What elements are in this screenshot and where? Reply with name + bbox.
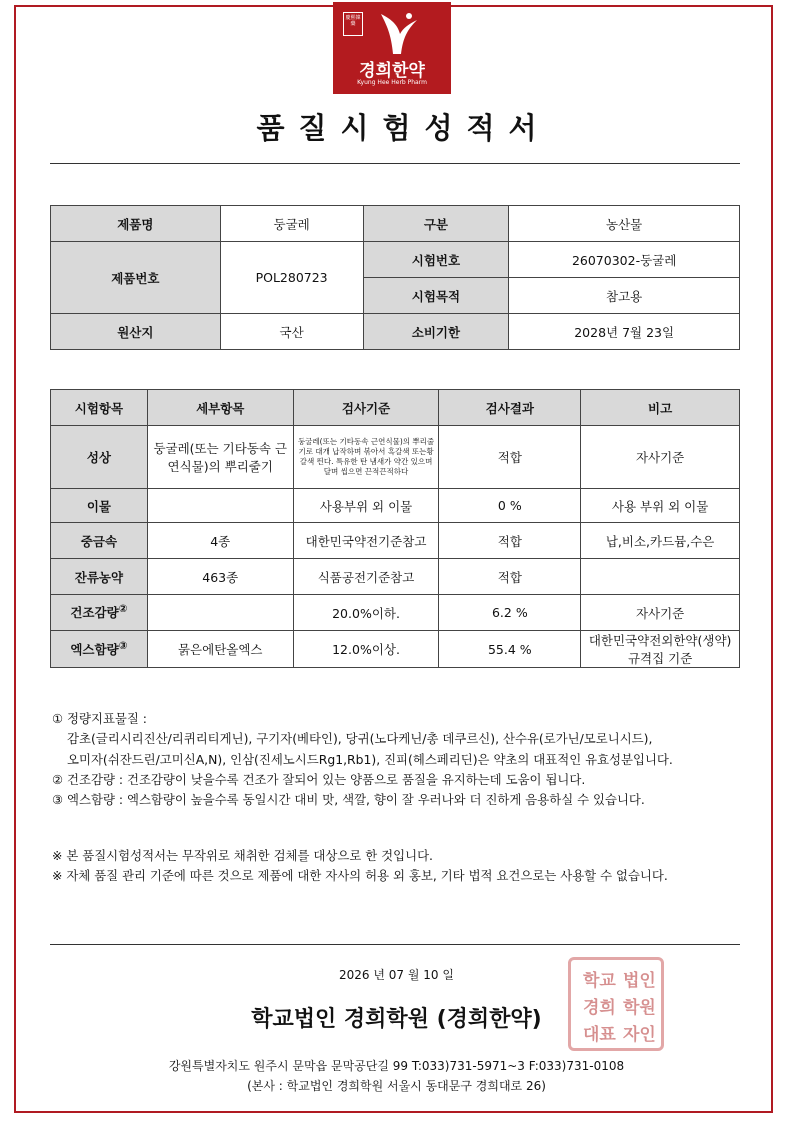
issuer-name: 학교법인 경희학원 (경희한약) [251, 1007, 542, 1032]
row-item: 엑스함량③ [51, 631, 148, 668]
header-result: 검사결과 [439, 390, 581, 426]
row-detail [147, 595, 293, 631]
table-row [51, 523, 740, 559]
row-note: 자사기준 [581, 426, 740, 489]
header-standard: 검사기준 [293, 390, 439, 426]
row-note: 자사기준 [581, 595, 740, 631]
row-note: 대한민국약전외한약(생약) 규격집 기준 [581, 631, 740, 668]
row-standard: 대한민국약전기준참고 [293, 523, 439, 559]
expiry-label: 소비기한 [363, 314, 509, 350]
warning-line: ※ 자체 품질 관리 기준에 따른 것으로 제품에 대한 자사의 허용 외 홍보, 기타 법적 요건으로는 사용할 수 없습니다. [52, 868, 668, 884]
test-no-label: 시험번호 [363, 242, 509, 278]
row-item: 성상 [51, 426, 148, 489]
note-line: ③ 엑스함량 : 엑스함량이 높을수록 동일시간 대비 맛, 색깔, 향이 잘 우러나와 더 진하게 음용하실 수 있습니다. [52, 792, 645, 808]
row-result: 적합 [439, 559, 581, 595]
row-detail: 4종 [147, 523, 293, 559]
row-result: 적합 [439, 426, 581, 489]
address: 강원특별자치도 원주시 문막읍 문막공단길 99 T:033)731-5971~3 F:033)731-0108 [168, 1059, 625, 1073]
official-stamp: 학교 법인 경희 학원 대표 자인 [568, 957, 664, 1051]
logo-brand: 경희한약 [359, 61, 425, 81]
origin-value: 국산 [220, 314, 363, 350]
header-test-item: 시험항목 [51, 390, 148, 426]
row-item: 중금속 [51, 523, 148, 559]
table-row [51, 489, 740, 523]
row-result: 6.2 % [439, 595, 581, 631]
table-row [51, 631, 740, 668]
table-row [51, 595, 740, 631]
row-standard: 식품공전기준참고 [293, 559, 439, 595]
document-title: 품질시험성적서 [256, 111, 551, 145]
product-name-value: 둥굴레 [220, 206, 363, 242]
header-note: 비고 [581, 390, 740, 426]
header-detail: 세부항목 [147, 390, 293, 426]
row-item: 잔류농약 [51, 559, 148, 595]
test-results-table [50, 389, 740, 668]
row-detail: 463종 [147, 559, 293, 595]
note-line: ① 정량지표물질 : [52, 711, 147, 726]
note-line: 오미자(쉬잔드린/고미신A,N), 인삼(진세노시드Rg1,Rb1), 진피(헤스페리딘)은 약초의 대표적인 유효성분입니다. [67, 751, 673, 767]
row-result: 적합 [439, 523, 581, 559]
table-row [51, 426, 740, 489]
warnings-section [52, 846, 668, 887]
expiry-value: 2028년 7월 23일 [509, 314, 740, 350]
row-standard: 12.0%이상. [293, 631, 439, 668]
logo-brand-en: Kyung Hee Herb Pharm [357, 79, 427, 86]
head-office: (본사 : 학교법인 경희학원 서울시 동대문구 경희대로 26) [247, 1079, 546, 1093]
origin-label: 원산지 [51, 314, 221, 350]
row-note: 사용 부위 외 이물 [581, 489, 740, 523]
row-item: 건조감량② [51, 595, 148, 631]
company-logo [333, 2, 451, 94]
divider-top [50, 163, 740, 164]
mark-circled-3: ③ [118, 639, 128, 652]
table-row [51, 559, 740, 595]
divider-bottom [50, 944, 740, 945]
product-info-table [50, 205, 740, 350]
herb-figure-icon [373, 10, 423, 56]
row-result: 0 % [439, 489, 581, 523]
row-standard: 20.0%이하. [293, 595, 439, 631]
category-value: 농산물 [509, 206, 740, 242]
row-detail [147, 489, 293, 523]
row-result: 55.4 % [439, 631, 581, 668]
note-line: ② 건조감량 : 건조감량이 낮을수록 건조가 잘되어 있는 양품으로 품질을 유지하는데 도움이 됩니다. [52, 771, 586, 787]
logo-seal: 慶熙韓藥 [343, 12, 363, 36]
row-detail: 둥굴레(또는 기타동속 근연식물)의 뿌리줄기 [147, 426, 293, 489]
issue-date: 2026 년 07 월 10 일 [339, 968, 454, 982]
row-detail: 묽은에탄올엑스 [147, 631, 293, 668]
row-note [581, 559, 740, 595]
row-standard: 사용부위 외 이물 [293, 489, 439, 523]
product-name-label: 제품명 [51, 206, 221, 242]
purpose-label: 시험목적 [363, 278, 509, 314]
notes-section [52, 709, 673, 810]
product-no-label: 제품번호 [51, 242, 221, 314]
category-label: 구분 [363, 206, 509, 242]
product-no-value: POL280723 [220, 242, 363, 314]
row-item: 이물 [51, 489, 148, 523]
purpose-value: 참고용 [509, 278, 740, 314]
mark-circled-2: ② [118, 603, 128, 616]
note-line: 감초(글리시리진산/리퀴리티게닌), 구기자(베타인), 당귀(노다케닌/총 데쿠르신), 산수유(로가닌/모로니시드), [67, 731, 653, 747]
row-note: 납,비소,카드뮴,수은 [581, 523, 740, 559]
warning-line: ※ 본 품질시험성적서는 무작위로 채취한 검체를 대상으로 한 것입니다. [52, 848, 433, 863]
row-standard: 둥굴레(또는 기타동속 근연식물)의 뿌리줄기로 대개 납작하며 볶아서 흑갈색 또는황갈색 띈다. 특유한 탄 냄새가 약간 있으며 달며 씹으면 끈적끈적하다 [293, 426, 439, 489]
test-no-value: 26070302-둥굴레 [509, 242, 740, 278]
